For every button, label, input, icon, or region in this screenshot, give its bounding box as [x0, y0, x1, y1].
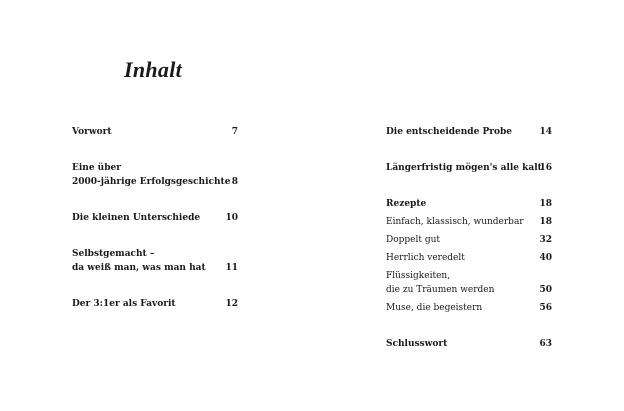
toc-entry[interactable]: [386, 125, 552, 139]
toc-entry-page: 56: [539, 303, 552, 313]
toc-entry-label: Doppelt gut: [386, 235, 441, 245]
toc-entry[interactable]: [386, 215, 552, 229]
toc-entry-label: Längerfristig mögen's alle kalt: [386, 163, 542, 173]
toc-entry[interactable]: [72, 247, 238, 275]
toc-entry-page: 7: [231, 127, 238, 137]
toc-entry-label: Rezepte: [386, 199, 427, 209]
toc-entry-label: da weiß man, was man hat: [72, 263, 206, 273]
toc-entry-page: 63: [539, 339, 552, 349]
toc-entry-page: 18: [539, 217, 552, 227]
toc-entry-label: Einfach, klassisch, wunderbar: [386, 217, 524, 227]
toc-entry[interactable]: [386, 269, 552, 297]
toc-entry-page: 11: [225, 263, 238, 273]
toc-entry-label: Die entscheidende Probe: [386, 127, 512, 137]
toc-entry[interactable]: [386, 233, 552, 247]
toc-entry[interactable]: [72, 161, 238, 189]
toc-entry-label: Selbstgemacht –: [72, 249, 155, 259]
toc-entry-page: 40: [539, 253, 552, 263]
toc-entry-page: 32: [539, 235, 552, 245]
toc-entry-label: Flüssigkeiten,: [386, 271, 451, 281]
toc-entry[interactable]: [72, 297, 238, 311]
toc-entry[interactable]: [72, 211, 238, 225]
toc-entry-page: 10: [225, 213, 238, 223]
toc-entry-label: Der 3:1er als Favorit: [72, 299, 176, 309]
toc-entry-label: Herrlich veredelt: [386, 253, 465, 263]
toc-entry-page: 8: [231, 177, 238, 187]
toc-entry-page: 12: [225, 299, 238, 309]
toc-entry-page: 50: [539, 285, 552, 295]
toc-entry-label: Eine über: [72, 163, 121, 173]
toc-entry[interactable]: [386, 337, 552, 351]
toc-entry-page: 16: [539, 163, 552, 173]
toc-entry[interactable]: [386, 197, 552, 211]
toc-entry-label: die zu Träumen werden: [386, 285, 495, 295]
toc-entry-label: Die kleinen Unterschiede: [72, 213, 201, 223]
page-title: Inhalt: [124, 57, 183, 82]
toc-entry-label: Muse, die begeistern: [386, 303, 483, 313]
toc-entry-label: Schlusswort: [386, 339, 448, 349]
toc-entry-page: 14: [539, 127, 552, 137]
toc-entry[interactable]: [386, 301, 552, 315]
toc-entry-label: 2000-jährige Erfolgsgeschichte: [72, 177, 231, 187]
toc-entry-page: 18: [539, 199, 552, 209]
toc-entry[interactable]: [386, 161, 552, 175]
toc-entry-label: Vorwort: [72, 127, 112, 137]
toc-entry[interactable]: [72, 125, 238, 139]
toc-entry[interactable]: [386, 251, 552, 265]
